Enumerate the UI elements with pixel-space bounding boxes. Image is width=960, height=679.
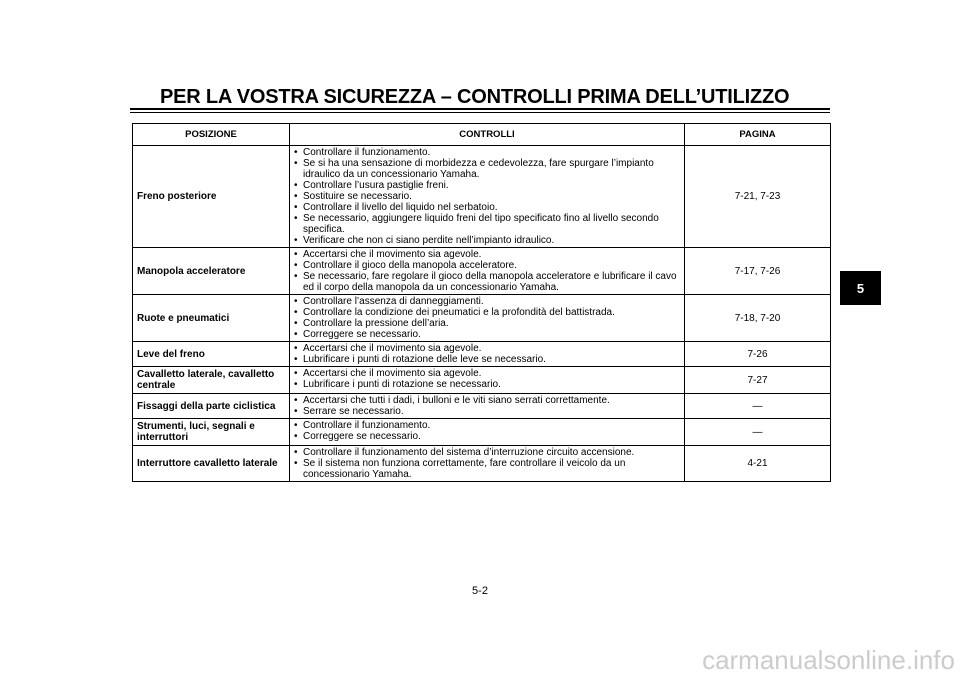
check-item: • Se il sistema non funziona correttamente, fare controllare il veicolo da un concessionario Yamaha.	[294, 458, 680, 480]
page-title: PER LA VOSTRA SICUREZZA – CONTROLLI PRIMA DELL’UTILIZZO	[160, 86, 790, 108]
check-item: • Controllare il livello del liquido nel serbatoio.	[294, 202, 680, 213]
chapter-tab: 5	[840, 271, 881, 305]
header-page: PAGINA	[685, 124, 831, 146]
header-checks: CONTROLLI	[290, 124, 685, 146]
watermark: carmanualsonline.info	[702, 645, 955, 675]
header-position: POSIZIONE	[133, 124, 290, 146]
check-item: • Accertarsi che tutti i dadi, i bulloni e le viti siano serrati correttamente.	[294, 395, 680, 406]
check-item: • Controllare l’assenza di danneggiamenti.	[294, 296, 680, 307]
row-checks	[290, 394, 685, 419]
table-row	[133, 394, 831, 419]
table-row	[133, 248, 831, 295]
table-body	[133, 146, 831, 482]
check-item: • Sostituire se necessario.	[294, 191, 680, 202]
row-checks	[290, 248, 685, 295]
table-row	[133, 419, 831, 446]
check-item: • Controllare l’usura pastiglie freni.	[294, 180, 680, 191]
check-item: • Correggere se necessario.	[294, 329, 680, 340]
check-item: • Se necessario, fare regolare il gioco della manopola acceleratore e lubrificare il cavo ed il corpo della manopola da un concessionario Yamaha.	[294, 271, 680, 293]
check-item: • Lubrificare i punti di rotazione delle leve se necessario.	[294, 354, 680, 365]
row-position: Manopola acceleratore	[133, 248, 290, 295]
title-rule-thick	[130, 108, 830, 110]
row-position: Fissaggi della parte ciclistica	[133, 394, 290, 419]
table-row	[133, 295, 831, 342]
check-item: • Serrare se necessario.	[294, 406, 680, 417]
row-position: Freno posteriore	[133, 146, 290, 248]
check-item: • Controllare il funzionamento del sistema d’interruzione circuito accensione.	[294, 447, 680, 458]
row-page: 7-27	[685, 367, 831, 394]
row-page: 4-21	[685, 446, 831, 482]
row-position: Interruttore cavalletto laterale	[133, 446, 290, 482]
row-checks	[290, 367, 685, 394]
row-position: Ruote e pneumatici	[133, 295, 290, 342]
table-row	[133, 367, 831, 394]
table-header-row	[133, 124, 831, 146]
row-page: 7-18, 7-20	[685, 295, 831, 342]
row-checks	[290, 342, 685, 367]
check-item: • Controllare il gioco della manopola acceleratore.	[294, 260, 680, 271]
page-number: 5-2	[472, 585, 488, 597]
check-item: • Controllare il funzionamento.	[294, 147, 680, 158]
check-item: • Controllare il funzionamento.	[294, 420, 680, 431]
check-item: • Controllare la pressione dell’aria.	[294, 318, 680, 329]
row-page: 7-21, 7-23	[685, 146, 831, 248]
row-position: Strumenti, luci, segnali e interruttori	[133, 419, 290, 446]
row-checks	[290, 295, 685, 342]
check-item: • Se si ha una sensazione di morbidezza e cedevolezza, fare spurgare l’impianto idraulico da un concessionario Yamaha.	[294, 158, 680, 180]
table-row	[133, 342, 831, 367]
title-rule-thin	[130, 112, 830, 113]
row-page: 7-17, 7-26	[685, 248, 831, 295]
check-item: • Lubrificare i punti di rotazione se necessario.	[294, 379, 680, 390]
row-position: Leve del freno	[133, 342, 290, 367]
check-item: • Controllare la condizione dei pneumatici e la profondità del battistrada.	[294, 307, 680, 318]
row-page: —	[685, 394, 831, 419]
row-page: —	[685, 419, 831, 446]
check-item: • Verificare che non ci siano perdite nell’impianto idraulico.	[294, 235, 680, 246]
check-item: • Accertarsi che il movimento sia agevole.	[294, 343, 680, 354]
row-position: Cavalletto laterale, cavalletto centrale	[133, 367, 290, 394]
row-checks	[290, 446, 685, 482]
row-checks	[290, 419, 685, 446]
check-item: • Correggere se necessario.	[294, 431, 680, 442]
check-item: • Accertarsi che il movimento sia agevole.	[294, 249, 680, 260]
row-checks	[290, 146, 685, 248]
check-item: • Se necessario, aggiungere liquido freni del tipo specificato fino al livello secondo specifica.	[294, 213, 680, 235]
table-row	[133, 446, 831, 482]
checks-table	[132, 123, 831, 482]
row-page: 7-26	[685, 342, 831, 367]
table-row	[133, 146, 831, 248]
check-item: • Accertarsi che il movimento sia agevole.	[294, 368, 680, 379]
